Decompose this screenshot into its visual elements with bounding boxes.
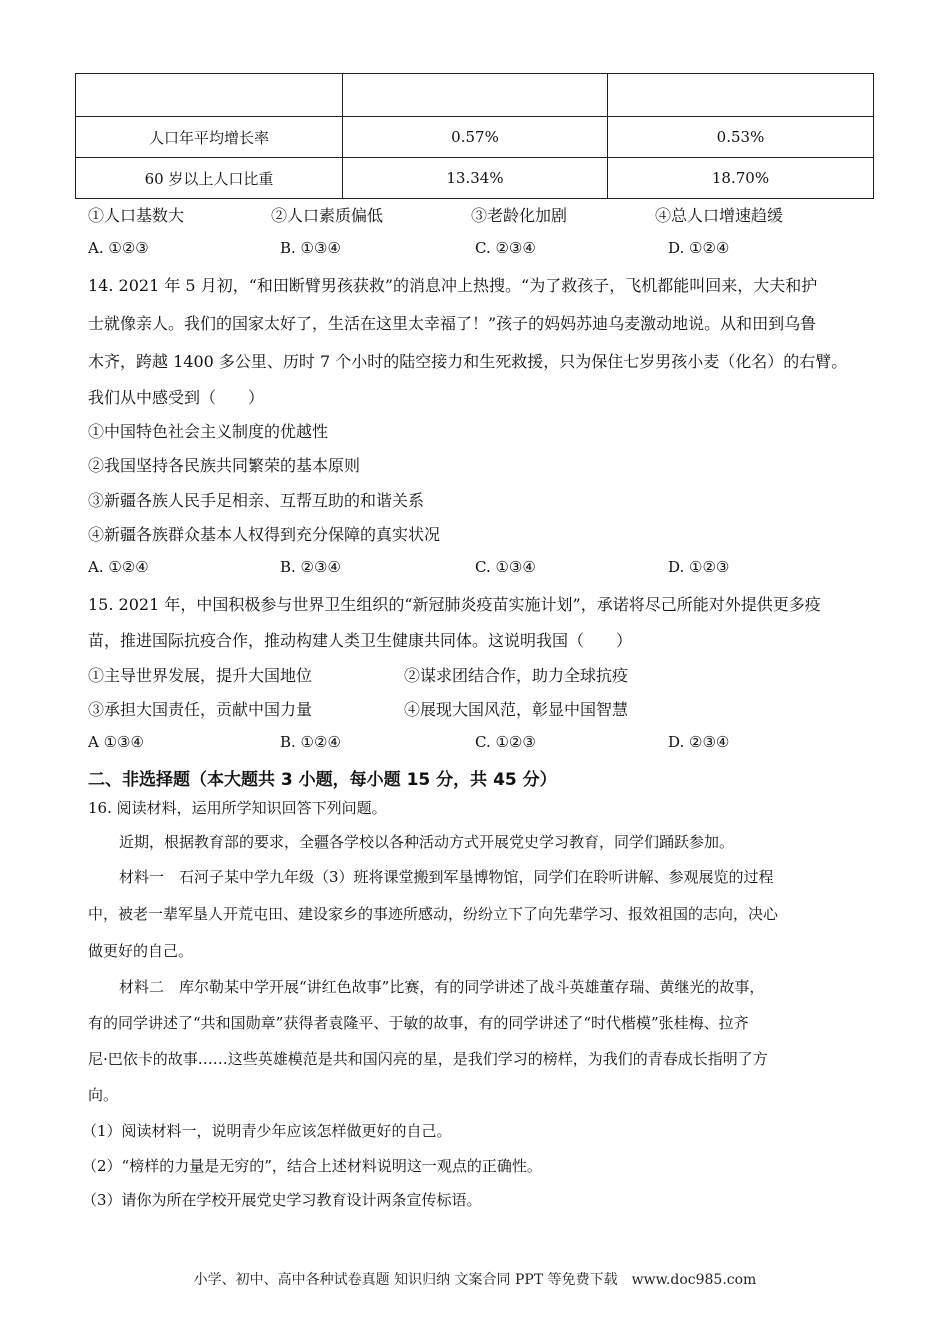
q15-choice-a: A ①③④ — [88, 733, 144, 751]
table-cell: 13.34% — [343, 158, 608, 199]
table-cell: 60 岁以上人口比重 — [76, 158, 343, 199]
q15-text: 苗，推进国际抗疫合作，推动构建人类卫生健康共同体。这说明我国（ ） — [88, 631, 633, 650]
q13-choice-c: C. ②③④ — [475, 239, 536, 257]
q16-material-1: 材料一 石河子某中学九年级（3）班将课堂搬到军垦博物馆，同学们在聆听讲解、参观展览的过程 — [119, 868, 774, 886]
table-cell — [76, 74, 343, 117]
q13-item: ④总人口增速趋缓 — [655, 206, 784, 225]
q16-material-2: 有的同学讲述了“共和国勋章”获得者袁隆平、于敏的故事，有的同学讲述了“时代楷模”张桂梅、拉齐 — [88, 1014, 749, 1032]
q13-choice-b: B. ①③④ — [280, 239, 341, 257]
q15-item: ①主导世界发展，提升大国地位 — [88, 666, 313, 685]
q15-choice-c: C. ①②③ — [475, 733, 536, 751]
table-cell: 18.70% — [608, 158, 874, 199]
q16-subquestion: （3）请你为所在学校开展党史学习教育设计两条宣传标语。 — [82, 1191, 482, 1209]
q15-text: 15. 2021 年，中国积极参与世界卫生组织的“新冠肺炎疫苗实施计划”，承诺将尽己所能对外提供更多疫 — [88, 595, 821, 614]
table-cell: 人口年平均增长率 — [76, 117, 343, 158]
q14-choice-d: D. ①②③ — [668, 558, 730, 576]
data-table — [75, 73, 874, 199]
q16-subquestion: （1）阅读材料一，说明青少年应该怎样做更好的自己。 — [82, 1122, 452, 1140]
q14-choice-a: A. ①②④ — [88, 558, 149, 576]
q14-item: ④新疆各族群众基本人权得到充分保障的真实状况 — [88, 525, 441, 544]
table-cell — [343, 74, 608, 117]
q13-item: ③老龄化加剧 — [471, 206, 568, 225]
q14-choice-b: B. ②③④ — [280, 558, 341, 576]
table-cell — [608, 74, 874, 117]
q14-item: ②我国坚持各民族共同繁荣的基本原则 — [88, 456, 361, 475]
q13-item: ②人口素质偏低 — [271, 206, 384, 225]
q16-material-2: 尼·巴依卡的故事……这些英雄模范是共和国闪亮的星，是我们学习的榜样，为我们的青春成长指明了方 — [88, 1050, 768, 1068]
table-row — [76, 117, 874, 158]
q16-intro: 近期，根据教育部的要求，全疆各学校以各种活动方式开展党史学习教育，同学们踊跃参加。 — [119, 833, 735, 851]
table-cell: 0.53% — [608, 117, 874, 158]
q14-choice-c: C. ①③④ — [475, 558, 536, 576]
q16-stem: 16. 阅读材料，运用所学知识回答下列问题。 — [88, 799, 387, 817]
page-footer: 小学、初中、高中各种试卷真题 知识归纳 文案合同 PPT 等免费下载 www.doc985.com — [193, 1272, 757, 1288]
q16-subquestion: （2）“榜样的力量是无穷的”，结合上述材料说明这一观点的正确性。 — [82, 1157, 542, 1175]
q14-item: ①中国特色社会主义制度的优越性 — [88, 422, 329, 441]
q16-material-2: 材料二 库尔勒某中学开展“讲红色故事”比赛，有的同学讲述了战斗英雄董存瑞、黄继光的故事， — [119, 978, 765, 996]
q15-item: ③承担大国责任，贡献中国力量 — [88, 700, 313, 719]
q13-choice-d: D. ①②④ — [668, 239, 730, 257]
q15-item: ④展现大国风范，彰显中国智慧 — [404, 700, 629, 719]
q15-item: ②谋求团结合作，助力全球抗疫 — [404, 666, 629, 685]
q14-text: 士就像亲人。我们的国家太好了，生活在这里太幸福了！”孩子的妈妈苏迪乌麦激动地说。从和田到乌鲁 — [88, 314, 817, 333]
q13-choice-a: A. ①②③ — [88, 239, 149, 257]
q16-material-1: 做更好的自己。 — [88, 942, 194, 960]
q14-item: ③新疆各族人民手足相亲、互帮互助的和谐关系 — [88, 491, 425, 510]
table-row — [76, 74, 874, 117]
q15-choice-b: B. ①②④ — [280, 733, 341, 751]
q16-material-2: 向。 — [88, 1086, 119, 1104]
table-cell: 0.57% — [343, 117, 608, 158]
table-row — [76, 158, 874, 199]
q14-text: 14. 2021 年 5 月初，“和田断臂男孩获救”的消息冲上热搜。“为了救孩子，飞机都能叫回来，大夫和护 — [88, 276, 818, 295]
section-heading: 二、非选择题（本大题共 3 小题，每小题 15 分，共 45 分） — [88, 770, 557, 790]
q16-material-1: 中，被老一辈军垦人开荒屯田、建设家乡的事迹所感动，纷纷立下了向先辈学习、报效祖国的志向，决心 — [88, 905, 779, 923]
q14-text: 我们从中感受到（ ） — [88, 388, 265, 407]
q15-choice-d: D. ②③④ — [668, 733, 730, 751]
q14-text: 木齐，跨越 1400 多公里、历时 7 个小时的陆空接力和生死救援，只为保住七岁男孩小麦（化名）的右臂。 — [88, 352, 848, 371]
q13-item: ①人口基数大 — [88, 206, 185, 225]
